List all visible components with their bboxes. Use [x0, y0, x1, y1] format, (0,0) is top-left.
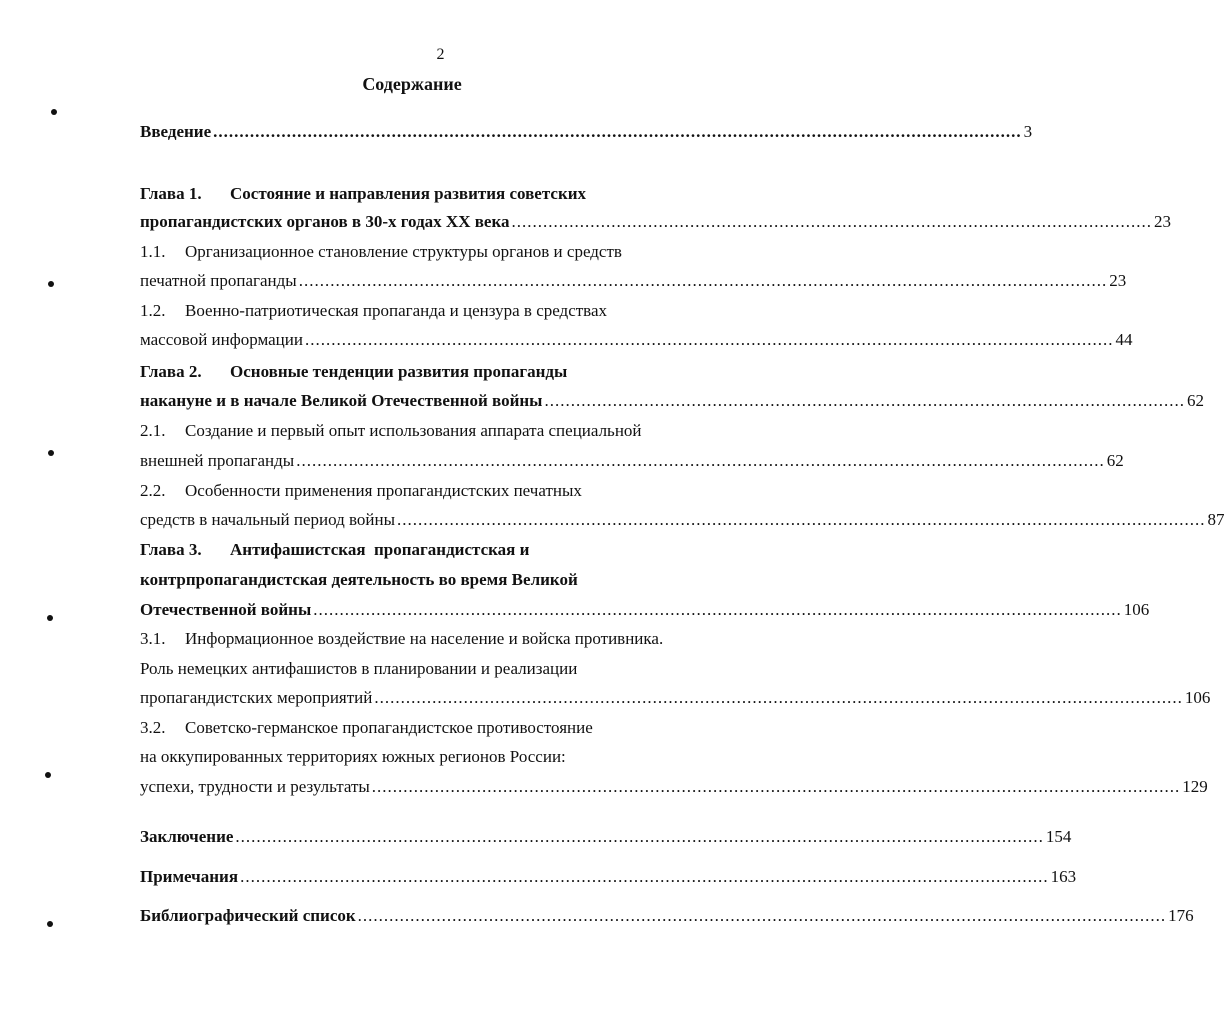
- scan-mark: [51, 109, 57, 115]
- toc-chapter3-title-line1: Антифашистская пропагандистская и: [230, 540, 530, 559]
- toc-chapter1-title-end[interactable]: [140, 211, 1171, 233]
- toc-section-3-2-page: 129: [1182, 777, 1208, 796]
- toc-section-1-2[interactable]: [140, 300, 712, 322]
- dot-leader: ..........................................................................................................................................................: [304, 330, 1114, 349]
- toc-chapter2-number: Глава 2.: [140, 362, 202, 381]
- toc-intro-label: Введение: [140, 122, 212, 141]
- toc-chapter3-page: 106: [1123, 600, 1150, 619]
- toc-section-1-1-page: 23: [1109, 271, 1127, 290]
- toc-chapter3-heading[interactable]: [140, 539, 712, 561]
- toc-section-2-2-number: 2.2.: [140, 481, 166, 500]
- toc-chapter1-title-line2: пропагандистских органов в 30-х годах XX века: [140, 212, 510, 231]
- toc-section-1-2-line2: массовой информации: [140, 330, 303, 349]
- toc-section-3-1[interactable]: [140, 628, 712, 650]
- toc-section-2-1[interactable]: [140, 420, 712, 442]
- scan-mark: [47, 921, 53, 927]
- toc-section-2-1-page: 62: [1106, 451, 1124, 470]
- toc-section-2-2-end[interactable]: [140, 509, 1225, 531]
- dot-leader: ..........................................................................................................................................................: [240, 867, 1049, 886]
- toc-section-3-1-line2: Роль немецких антифашистов в планировании и реализации: [140, 659, 578, 678]
- toc-section-1-1-number: 1.1.: [140, 242, 166, 261]
- toc-section-2-1-number: 2.1.: [140, 421, 166, 440]
- dot-leader: ..........................................................................................................................................................: [371, 777, 1181, 796]
- toc-section-3-1-end[interactable]: [140, 687, 1211, 709]
- toc-section-3-2-line2: на оккупированных территориях южных регионов России:: [140, 747, 566, 766]
- toc-chapter2-title-line1: Основные тенденции развития пропаганды: [230, 362, 568, 381]
- toc-section-3-1-line1: Информационное воздействие на население и войска противника.: [185, 629, 664, 648]
- toc-section-1-1-line2: печатной пропаганды: [140, 271, 297, 290]
- toc-section-2-1-line2: внешней пропаганды: [140, 451, 295, 470]
- dot-leader: ..........................................................................................................................................................: [298, 271, 1108, 290]
- toc-section-3-2[interactable]: [140, 717, 712, 739]
- dot-leader: ..........................................................................................................................: [511, 212, 1152, 231]
- toc-section-2-2-line1: Особенности применения пропагандистских печатных: [185, 481, 582, 500]
- toc-section-3-1-line3: пропагандистских мероприятий: [140, 688, 373, 707]
- toc-entry-bibliography[interactable]: [140, 905, 1194, 927]
- toc-section-1-1-line1: Организационное становление структуры органов и средств: [185, 242, 622, 261]
- toc-section-1-2-page: 44: [1115, 330, 1133, 349]
- toc-bibliography-label: Библиографический список: [140, 906, 356, 925]
- toc-chapter3-title-end[interactable]: [140, 599, 1150, 621]
- toc-section-2-2-line2: средств в начальный период войны: [140, 510, 396, 529]
- toc-notes-page: 163: [1050, 867, 1077, 886]
- dot-leader: ..........................................................................................................................................................: [313, 600, 1122, 619]
- toc-section-1-2-line1: Военно-патриотическая пропаганда и цензура в средствах: [185, 301, 608, 320]
- toc-section-2-2[interactable]: [140, 480, 712, 502]
- toc-chapter2-title-end[interactable]: [140, 390, 1204, 412]
- toc-chapter3-title-line2-row[interactable]: [140, 569, 712, 591]
- page-number: 2: [436, 46, 445, 63]
- toc-chapter3-title-line2: контрпропагандистская деятельность во время Великой: [140, 570, 578, 589]
- toc-chapter1-number: Глава 1.: [140, 184, 202, 203]
- toc-conclusion-label: Заключение: [140, 827, 234, 846]
- toc-section-1-1-end[interactable]: [140, 270, 1127, 292]
- toc-chapter1-heading[interactable]: [140, 183, 712, 205]
- dot-leader: ..........................................................................................................................................................: [296, 451, 1105, 470]
- scan-mark: [48, 281, 54, 287]
- toc-chapter1-title-line1: Состояние и направления развития советских: [230, 184, 587, 203]
- toc-section-3-2-end[interactable]: [140, 776, 1208, 798]
- toc-section-3-2-line3: успехи, трудности и результаты: [140, 777, 370, 796]
- dot-leader: ..........................................................................................................................................................: [213, 122, 1022, 141]
- dot-leader: ..........................................................................................................................................................: [374, 688, 1183, 707]
- scan-mark: [48, 450, 54, 456]
- page-title: Содержание: [362, 74, 462, 94]
- scan-mark: [47, 615, 53, 621]
- dot-leader: ..........................................................................................................................................................: [235, 827, 1044, 846]
- toc-section-3-2-line1: Советско-германское пропагандистское противостояние: [185, 718, 593, 737]
- scan-mark: [45, 772, 51, 778]
- toc-notes-label: Примечания: [140, 867, 239, 886]
- toc-section-3-1-page: 106: [1184, 688, 1211, 707]
- toc-chapter1-page: 23: [1153, 212, 1171, 231]
- toc-section-2-1-line1: Создание и первый опыт использования аппарата специальной: [185, 421, 642, 440]
- dot-leader: ..........................................................................................................................................................: [357, 906, 1167, 925]
- toc-bibliography-page: 176: [1168, 906, 1194, 925]
- toc-chapter2-page: 62: [1186, 391, 1204, 410]
- toc-section-1-2-number: 1.2.: [140, 301, 166, 320]
- toc-section-3-1-line2-row[interactable]: [140, 658, 712, 680]
- toc-intro-page: 3: [1023, 122, 1033, 141]
- dot-leader: ..........................................................................................................................................................: [397, 510, 1206, 529]
- toc-section-3-1-number: 3.1.: [140, 629, 166, 648]
- toc-section-2-1-end[interactable]: [140, 450, 1124, 472]
- toc-entry-conclusion[interactable]: [140, 826, 1072, 848]
- toc-chapter3-title-line3: Отечественной войны: [140, 600, 312, 619]
- toc-chapter3-number: Глава 3.: [140, 540, 202, 559]
- toc-conclusion-page: 154: [1045, 827, 1072, 846]
- toc-section-3-2-number: 3.2.: [140, 718, 166, 737]
- toc-section-1-1[interactable]: [140, 241, 712, 263]
- toc-chapter2-heading[interactable]: [140, 361, 712, 383]
- toc-chapter2-title-line2: накануне и в начале Великой Отечественной войны: [140, 391, 543, 410]
- toc-entry-intro[interactable]: [140, 121, 1033, 143]
- dot-leader: ..........................................................................................................................: [544, 391, 1185, 410]
- toc-entry-notes[interactable]: [140, 866, 1077, 888]
- toc-section-1-2-end[interactable]: [140, 329, 1133, 351]
- toc-section-2-2-page: 87: [1207, 510, 1225, 529]
- toc-section-3-2-line2-row[interactable]: [140, 746, 712, 768]
